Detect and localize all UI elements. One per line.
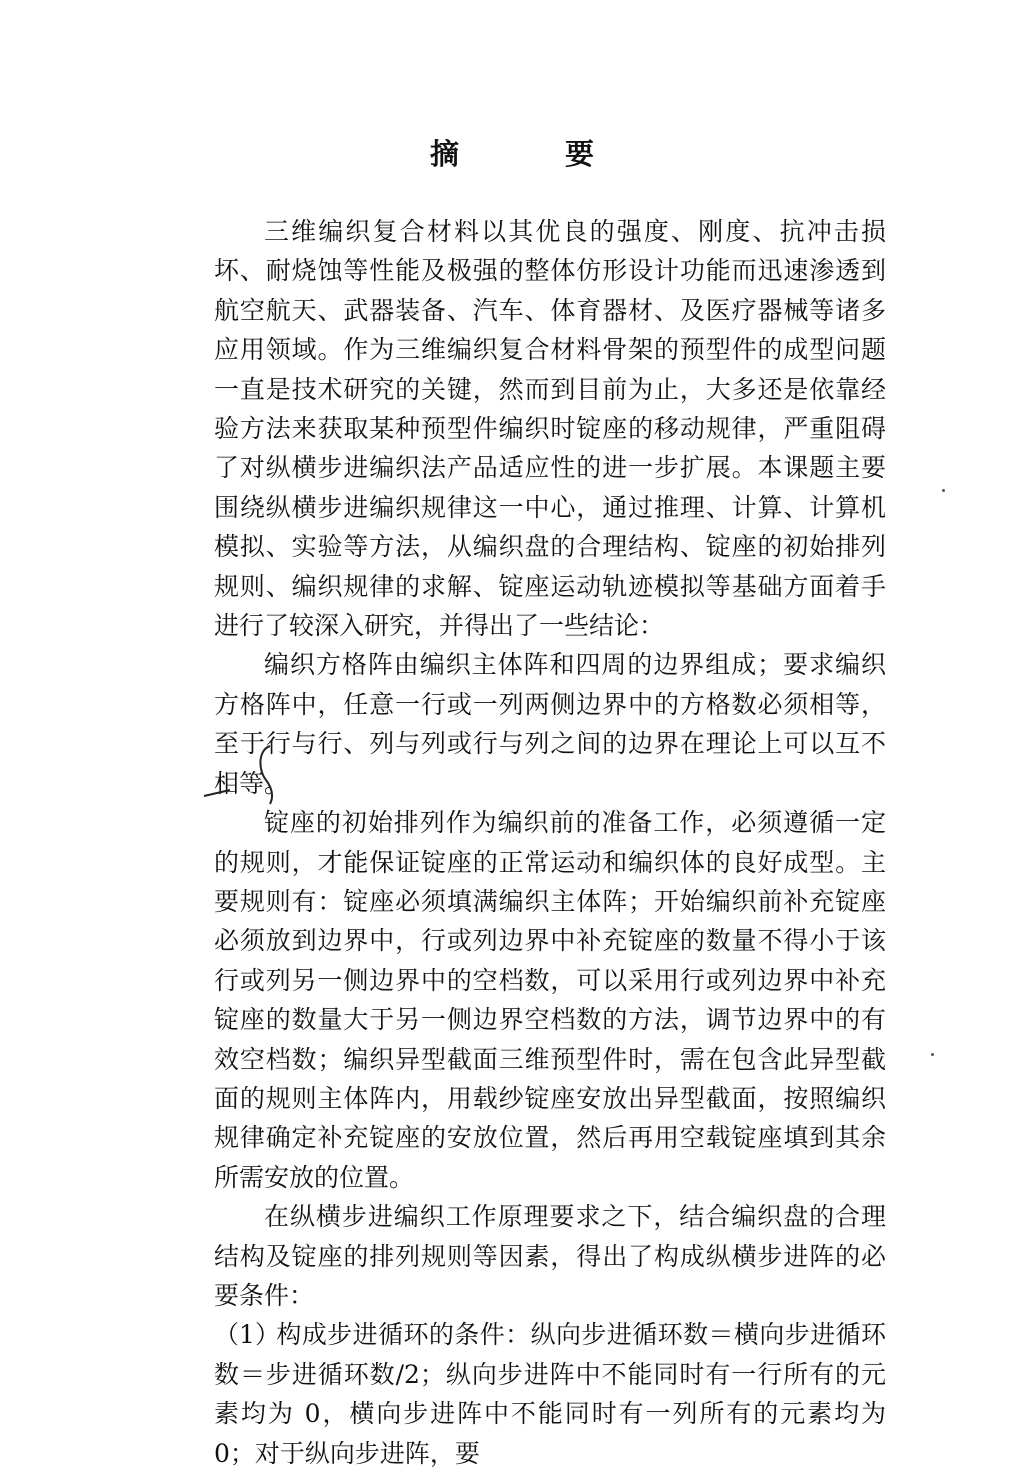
scan-speck [942,489,945,492]
abstract-body [214,212,886,1473]
list-item-text: 构成步进循环的条件：纵向步进循环数＝横向步进循环数＝步进循环数/2；纵向步进阵中不能同时有一行所有的元素均为 0，横向步进阵中不能同时有一列所有的元素均为 0；对于纵向步进阵，要 [214,1320,886,1468]
paragraph-spindle-arrangement: 锭座的初始排列作为编织前的准备工作，必须遵循一定的规则，才能保证锭座的正常运动和编织体的良好成型。主要规则有：锭座必须填满编织主体阵；开始编织前补充锭座必须放到边界中，行或列边界中补充锭座的数量不得小于该行或列另一侧边界中的空档数，可以采用行或列边界中补充锭座的数量大于另一侧边界空档数的方法，调节边界中的有效空档数；编织异型截面三维预型件时，需在包含此异型截面的规则主体阵内，用载纱锭座安放出异型截面，按照编织规律确定补充锭座的安放位置，然后再用空载锭座填到其余所需安放的位置。 [214,808,886,1192]
page-title: 摘 要 [429,137,643,171]
paragraph-conditions: 在纵横步进编织工作原理要求之下，结合编织盘的合理结构及锭座的排列规则等因素，得出了构成纵横步进阵的必要条件： [214,1202,886,1310]
list-item [214,1315,886,1473]
paragraph-grid-boundary: 编织方格阵由编织主体阵和四周的边界组成；要求编织方格阵中，任意一行或一列两侧边界中的方格数必须相等，至于行与行、列与列或行与列之间的边界在理论上可以互不相等。 [214,650,886,798]
list-item-marker: （1） [214,1320,280,1350]
paragraph-intro: 三维编织复合材料以其优良的强度、刚度、抗冲击损坏、耐烧蚀等性能及极强的整体仿形设计功能而迅速渗透到航空航天、武器装备、汽车、体育器材、及医疗器械等诸多应用领域。作为三维编织复合材料骨架的预型件的成型问题一直是技术研究的关键，然而到目前为止，大多还是依靠经验方法来获取某种预型件编织时锭座的移动规律，严重阻碍了对纵横步进编织法产品适应性的进一步扩展。本课题主要围绕纵横步进编织规律这一中心，通过推理、计算、计算机模拟、实验等方法，从编织盘的合理结构、锭座的初始排列规则、编织规律的求解、锭座运动轨迹模拟等基础方面着手进行了较深入研究，并得出了一些结论： [214,217,886,641]
scan-speck [931,1053,934,1056]
